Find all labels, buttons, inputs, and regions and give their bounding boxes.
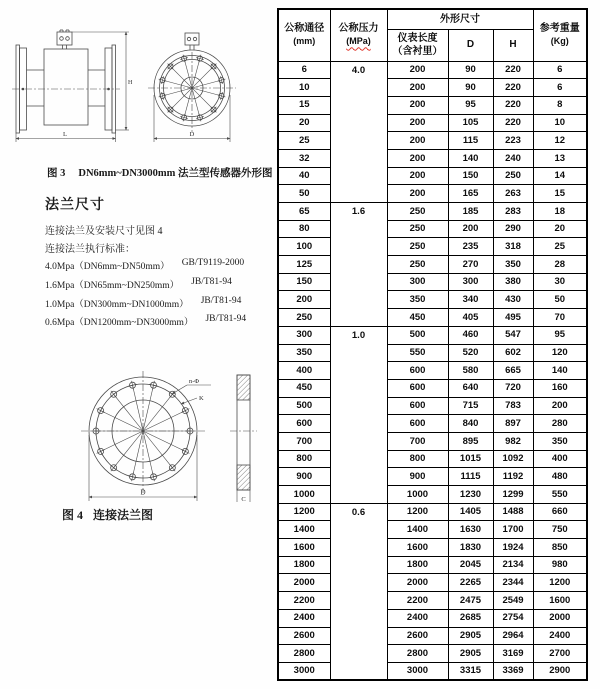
weight-cell: 140 (533, 362, 587, 380)
table-row (278, 362, 587, 380)
table-row (278, 326, 587, 344)
length-cell: 3000 (387, 662, 448, 680)
h-cell: 350 (493, 256, 533, 274)
table-row (278, 468, 587, 486)
length-cell: 250 (387, 220, 448, 238)
h-cell: 430 (493, 291, 533, 309)
table-row (278, 486, 587, 504)
standard-line (45, 277, 246, 296)
dn-cell: 3000 (278, 662, 330, 680)
standard-line (45, 258, 246, 277)
dn-cell: 25 (278, 132, 330, 150)
weight-cell: 2000 (533, 609, 587, 627)
dn-cell: 2800 (278, 645, 330, 663)
dn-cell: 900 (278, 468, 330, 486)
weight-cell: 13 (533, 149, 587, 167)
figure3-caption-label: 图 3 (47, 168, 66, 179)
header-pressure-unit: (MPa) (346, 36, 371, 47)
dn-cell: 1600 (278, 539, 330, 557)
weight-cell: 2700 (533, 645, 587, 663)
dim-label-L: L (63, 131, 67, 138)
weight-cell: 20 (533, 220, 587, 238)
h-cell: 220 (493, 79, 533, 97)
d-cell: 3315 (448, 662, 493, 680)
table-row (278, 238, 587, 256)
dn-cell: 150 (278, 273, 330, 291)
length-cell: 1400 (387, 521, 448, 539)
h-cell: 290 (493, 220, 533, 238)
h-cell: 3169 (493, 645, 533, 663)
weight-cell: 14 (533, 167, 587, 185)
weight-cell: 120 (533, 344, 587, 362)
dn-cell: 200 (278, 291, 330, 309)
length-cell: 1200 (387, 503, 448, 521)
table-row (278, 645, 587, 663)
dim-label-D-fig3: D (189, 131, 195, 138)
weight-cell: 200 (533, 397, 587, 415)
d-cell: 1230 (448, 486, 493, 504)
flange-intro-line: 连接法兰及安装尺寸见图 4 (45, 226, 163, 237)
table-row (278, 96, 587, 114)
d-cell: 185 (448, 203, 493, 221)
length-cell: 200 (387, 61, 448, 79)
table-row (278, 291, 587, 309)
h-cell: 2549 (493, 592, 533, 610)
weight-cell: 10 (533, 114, 587, 132)
length-cell: 600 (387, 362, 448, 380)
d-cell: 115 (448, 132, 493, 150)
h-cell: 897 (493, 415, 533, 433)
d-cell: 895 (448, 432, 493, 450)
header-pressure-title: 公称压力 (338, 22, 379, 34)
standard-code: JB/T81-94 (191, 276, 232, 287)
weight-cell: 850 (533, 539, 587, 557)
d-cell: 715 (448, 397, 493, 415)
dn-cell: 65 (278, 203, 330, 221)
d-cell: 165 (448, 185, 493, 203)
h-cell: 1700 (493, 521, 533, 539)
length-cell: 600 (387, 379, 448, 397)
dn-cell: 800 (278, 450, 330, 468)
flowmeter-end-view (148, 33, 236, 142)
length-cell: 200 (387, 149, 448, 167)
dn-cell: 700 (278, 432, 330, 450)
table-row (278, 149, 587, 167)
table-row (278, 185, 587, 203)
d-cell: 2685 (448, 609, 493, 627)
length-cell: 300 (387, 273, 448, 291)
dn-cell: 300 (278, 326, 330, 344)
length-cell: 900 (387, 468, 448, 486)
d-cell: 460 (448, 326, 493, 344)
table-row (278, 167, 587, 185)
d-cell: 405 (448, 309, 493, 327)
h-cell: 220 (493, 114, 533, 132)
d-cell: 2475 (448, 592, 493, 610)
length-cell: 200 (387, 114, 448, 132)
d-cell: 2905 (448, 627, 493, 645)
weight-cell: 28 (533, 256, 587, 274)
weight-cell: 1200 (533, 574, 587, 592)
d-cell: 640 (448, 379, 493, 397)
length-cell: 2400 (387, 609, 448, 627)
dn-cell: 350 (278, 344, 330, 362)
weight-cell: 1600 (533, 592, 587, 610)
header-h-label: H (509, 39, 517, 51)
table-row (278, 556, 587, 574)
dim-label-H: H (128, 80, 133, 86)
dim-label-D-fig4: D (140, 488, 146, 497)
weight-cell: 18 (533, 203, 587, 221)
weight-cell: 660 (533, 503, 587, 521)
h-cell: 220 (493, 61, 533, 79)
junction-box-end (185, 33, 199, 50)
weight-cell: 6 (533, 61, 587, 79)
dn-cell: 250 (278, 309, 330, 327)
length-cell: 200 (387, 167, 448, 185)
table-row (278, 592, 587, 610)
standard-code: GB/T9119-2000 (181, 258, 245, 268)
table-row (278, 574, 587, 592)
table-row (278, 379, 587, 397)
length-cell: 250 (387, 256, 448, 274)
h-cell: 1192 (493, 468, 533, 486)
h-cell: 665 (493, 362, 533, 380)
figure3-caption-text: DN6mm~DN3000mm 法兰型传感器外形图 (78, 168, 273, 179)
dn-cell: 6 (278, 61, 330, 79)
h-cell: 602 (493, 344, 533, 362)
h-cell: 2964 (493, 627, 533, 645)
header-meter-length (387, 29, 448, 61)
h-cell: 1299 (493, 486, 533, 504)
header-d-label: D (466, 39, 475, 51)
d-cell: 580 (448, 362, 493, 380)
d-cell: 1630 (448, 521, 493, 539)
h-cell: 220 (493, 96, 533, 114)
header-weight-unit: (Kg) (550, 36, 569, 47)
figure4-caption-label: 图 4 (62, 508, 84, 522)
d-cell: 90 (448, 79, 493, 97)
dn-cell: 1200 (278, 503, 330, 521)
weight-cell: 6 (533, 79, 587, 97)
h-cell: 547 (493, 326, 533, 344)
length-cell: 200 (387, 185, 448, 203)
d-cell: 90 (448, 61, 493, 79)
h-cell: 250 (493, 167, 533, 185)
weight-cell: 8 (533, 96, 587, 114)
length-cell: 1800 (387, 556, 448, 574)
table-row (278, 450, 587, 468)
weight-cell: 160 (533, 379, 587, 397)
dn-cell: 2000 (278, 574, 330, 592)
dn-cell: 20 (278, 114, 330, 132)
flange-size-heading: 法兰尺寸 (45, 198, 105, 213)
h-cell: 283 (493, 203, 533, 221)
length-cell: 200 (387, 96, 448, 114)
table-row (278, 132, 587, 150)
flange-front-view (81, 371, 211, 501)
length-cell: 450 (387, 309, 448, 327)
header-pressure (330, 9, 387, 61)
weight-cell: 25 (533, 238, 587, 256)
standard-line (45, 314, 246, 333)
length-cell: 1000 (387, 486, 448, 504)
flange-standards-title: 连接法兰执行标准： (45, 244, 135, 255)
d-cell: 340 (448, 291, 493, 309)
weight-cell: 350 (533, 432, 587, 450)
weight-cell: 70 (533, 309, 587, 327)
h-cell: 3369 (493, 662, 533, 680)
h-cell: 380 (493, 273, 533, 291)
dn-cell: 1800 (278, 556, 330, 574)
length-cell: 2200 (387, 592, 448, 610)
flange-standards-list (45, 258, 246, 333)
length-cell: 200 (387, 132, 448, 150)
dim-label-holes: n-Φ (189, 378, 200, 385)
d-cell: 840 (448, 415, 493, 433)
table-row (278, 273, 587, 291)
d-cell: 1405 (448, 503, 493, 521)
dn-cell: 2400 (278, 609, 330, 627)
weight-cell: 550 (533, 486, 587, 504)
dn-cell: 2600 (278, 627, 330, 645)
weight-cell: 95 (533, 326, 587, 344)
header-diameter-title: 公称通径 (284, 22, 325, 34)
h-cell: 2134 (493, 556, 533, 574)
d-cell: 1015 (448, 450, 493, 468)
length-cell: 600 (387, 397, 448, 415)
flange-section-view (230, 375, 257, 503)
dn-cell: 40 (278, 167, 330, 185)
standard-spec: 1.6Mpa（DN65mm~DN250mm） (45, 280, 180, 291)
figure4-caption-text: 连接法兰图 (93, 508, 154, 522)
weight-cell: 15 (533, 185, 587, 203)
table-row (278, 397, 587, 415)
weight-cell: 980 (533, 556, 587, 574)
d-cell: 300 (448, 273, 493, 291)
figure3-caption (47, 165, 273, 180)
weight-cell: 2900 (533, 662, 587, 680)
dn-cell: 100 (278, 238, 330, 256)
flowmeter-side-view (12, 30, 133, 142)
h-cell: 1092 (493, 450, 533, 468)
dim-label-bolt-circle: K (199, 395, 204, 402)
table-row (278, 309, 587, 327)
table-row (278, 432, 587, 450)
length-cell: 550 (387, 344, 448, 362)
table-body (278, 61, 587, 680)
weight-cell: 280 (533, 415, 587, 433)
h-cell: 2344 (493, 574, 533, 592)
length-cell: 500 (387, 326, 448, 344)
table-row (278, 521, 587, 539)
h-cell: 318 (493, 238, 533, 256)
d-cell: 270 (448, 256, 493, 274)
table-row (278, 415, 587, 433)
standard-code: JB/T81-94 (200, 295, 242, 306)
dn-cell: 450 (278, 379, 330, 397)
length-cell: 2800 (387, 645, 448, 663)
figure3-sensor-outline-drawing (5, 5, 263, 157)
weight-cell: 750 (533, 521, 587, 539)
figure4-caption (62, 506, 153, 523)
table-row (278, 627, 587, 645)
dn-cell: 600 (278, 415, 330, 433)
length-cell: 2600 (387, 627, 448, 645)
h-cell: 2754 (493, 609, 533, 627)
d-cell: 1115 (448, 468, 493, 486)
figure4-connection-flange-drawing (25, 345, 260, 507)
d-cell: 200 (448, 220, 493, 238)
header-weight (533, 9, 587, 61)
d-cell: 2265 (448, 574, 493, 592)
junction-box-side (57, 30, 72, 49)
h-cell: 1924 (493, 539, 533, 557)
length-cell: 250 (387, 203, 448, 221)
header-diameter-unit: (mm) (293, 36, 316, 47)
d-cell: 2045 (448, 556, 493, 574)
pressure-cell: 1.6 (330, 203, 387, 327)
dn-cell: 10 (278, 79, 330, 97)
weight-cell: 400 (533, 450, 587, 468)
header-outline-dims (387, 9, 533, 29)
dn-cell: 1000 (278, 486, 330, 504)
table-row (278, 662, 587, 680)
length-cell: 2000 (387, 574, 448, 592)
table-row (278, 61, 587, 79)
h-cell: 783 (493, 397, 533, 415)
header-meter-length-sub: （含衬里） (392, 46, 443, 57)
standard-spec: 4.0Mpa（DN6mm~DN50mm） (45, 262, 170, 272)
d-cell: 105 (448, 114, 493, 132)
d-cell: 2905 (448, 645, 493, 663)
length-cell: 800 (387, 450, 448, 468)
dim-label-thickness: C (241, 496, 246, 503)
d-cell: 235 (448, 238, 493, 256)
dn-cell: 15 (278, 96, 330, 114)
table-row (278, 344, 587, 362)
d-cell: 95 (448, 96, 493, 114)
header-h (493, 29, 533, 61)
length-cell: 1600 (387, 539, 448, 557)
pressure-cell: 0.6 (330, 503, 387, 680)
standard-spec: 0.6Mpa（DN1200mm~DN3000mm） (45, 318, 194, 329)
dn-cell: 1400 (278, 521, 330, 539)
header-weight-title: 参考重量 (539, 22, 580, 34)
dimension-table-header (278, 9, 587, 61)
dimension-table (277, 8, 588, 681)
weight-cell: 30 (533, 273, 587, 291)
h-cell: 720 (493, 379, 533, 397)
d-cell: 520 (448, 344, 493, 362)
d-cell: 150 (448, 167, 493, 185)
table-row (278, 503, 587, 521)
dn-cell: 400 (278, 362, 330, 380)
table-row (278, 114, 587, 132)
standard-code: JB/T81-94 (205, 314, 247, 325)
standard-line (45, 296, 246, 315)
pressure-cell: 1.0 (330, 326, 387, 503)
header-outline-dims-title: 外形尺寸 (440, 13, 481, 25)
header-diameter (278, 9, 330, 61)
header-meter-length-title: 仪表长度 (397, 32, 438, 44)
h-cell: 263 (493, 185, 533, 203)
length-cell: 700 (387, 432, 448, 450)
dn-cell: 2200 (278, 592, 330, 610)
weight-cell: 12 (533, 132, 587, 150)
table-row (278, 609, 587, 627)
h-cell: 223 (493, 132, 533, 150)
length-cell: 200 (387, 79, 448, 97)
weight-cell: 2400 (533, 627, 587, 645)
header-d (448, 29, 493, 61)
weight-cell: 480 (533, 468, 587, 486)
h-cell: 1488 (493, 503, 533, 521)
weight-cell: 50 (533, 291, 587, 309)
d-cell: 140 (448, 149, 493, 167)
table-row (278, 256, 587, 274)
length-cell: 250 (387, 238, 448, 256)
dn-cell: 125 (278, 256, 330, 274)
length-cell: 600 (387, 415, 448, 433)
table-row (278, 79, 587, 97)
table-row (278, 220, 587, 238)
pressure-cell: 4.0 (330, 61, 387, 203)
dn-cell: 50 (278, 185, 330, 203)
d-cell: 1830 (448, 539, 493, 557)
dn-cell: 80 (278, 220, 330, 238)
standard-spec: 1.0Mpa（DN300mm~DN1000mm） (45, 299, 189, 310)
h-cell: 240 (493, 149, 533, 167)
table-row (278, 203, 587, 221)
dn-cell: 500 (278, 397, 330, 415)
dn-cell: 32 (278, 149, 330, 167)
length-cell: 350 (387, 291, 448, 309)
h-cell: 982 (493, 432, 533, 450)
table-row (278, 539, 587, 557)
h-cell: 495 (493, 309, 533, 327)
